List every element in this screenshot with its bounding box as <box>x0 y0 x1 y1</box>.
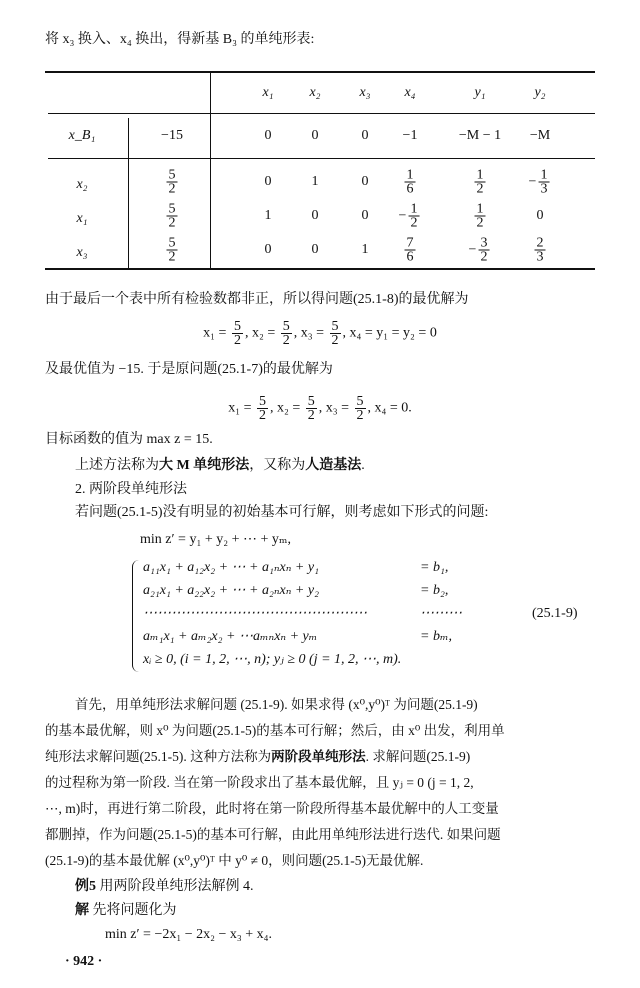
numerator: 5 <box>168 201 176 217</box>
text-segment: (25.1-9)的基本最优解 (x⁰,y⁰)ᵀ 中 y⁰ ≠ 0，则问题(25.1-5)无最优解. <box>45 853 424 868</box>
text-line <box>140 530 291 550</box>
fraction <box>330 320 341 347</box>
constraint-rhs: ⋯⋯⋯ <box>420 606 462 621</box>
denominator: 2 <box>258 408 266 423</box>
cell-value: −15 <box>161 128 183 143</box>
table-cell <box>399 203 422 230</box>
table-rule <box>45 71 595 73</box>
numerator: 1 <box>540 167 548 183</box>
cell-value: 0 <box>536 208 544 223</box>
row-label: x₂ <box>76 177 88 192</box>
table-cell <box>312 174 319 190</box>
column-header: x₁ <box>262 85 274 100</box>
cell-value: 0 <box>311 208 319 223</box>
numerator: 5 <box>168 235 176 251</box>
fraction <box>167 203 178 230</box>
table-rule <box>48 113 595 114</box>
column-header: x₃ <box>359 85 371 100</box>
text-segment: min z′ = y₁ + y₂ + ⋯ + yₘ, <box>140 532 291 547</box>
text-segment: x₁ = <box>203 325 230 341</box>
denominator: 6 <box>406 181 414 197</box>
fraction <box>408 203 419 230</box>
basis-value <box>165 203 180 230</box>
text-segment: 解 <box>75 903 89 918</box>
fraction <box>475 203 486 230</box>
text-line <box>75 877 254 897</box>
text-segment: 用两阶段单纯形法解例 4. <box>96 879 254 894</box>
denominator: 2 <box>168 181 176 197</box>
table-cell <box>529 169 552 196</box>
denominator: 2 <box>476 181 484 197</box>
text-line <box>45 430 213 450</box>
fraction <box>281 320 292 347</box>
constraint-lhs: a₁₁x₁ + a₁₂x₂ + ⋯ + a₁ₙxₙ + y₁ <box>143 560 319 575</box>
table-divider <box>128 118 129 269</box>
text-line <box>45 851 423 871</box>
text-segment: 的基本最优解，则 x⁰ 为问题(25.1-5)的基本可行解；然后，由 x⁰ 出发，利用单 <box>45 723 505 738</box>
numerator: 1 <box>476 201 484 217</box>
sign: − <box>528 174 537 189</box>
cell-value: 0 <box>361 174 369 189</box>
constraint-lhs: ⋯⋯⋯⋯⋯⋯⋯⋯⋯⋯⋯⋯⋯⋯⋯⋯ <box>143 606 367 621</box>
denominator: 2 <box>168 249 176 265</box>
denominator: 2 <box>282 333 290 348</box>
constraint-lhs: aₘ₁x₁ + aₘ₂x₂ + ⋯aₘₙxₙ + yₘ <box>143 629 318 644</box>
table-divider <box>210 72 211 269</box>
table-cell <box>537 208 544 224</box>
text-segment: 由于最后一个表中所有检验数都非正，所以得问题(25.1-8)的最优解为 <box>45 292 469 307</box>
numerator: 7 <box>406 235 414 251</box>
text-segment: . <box>361 458 365 473</box>
fraction <box>538 169 549 196</box>
fraction <box>167 169 178 196</box>
table-cell <box>265 208 272 224</box>
cell-value: −1 <box>402 128 418 143</box>
column-header: x₄ <box>404 85 416 100</box>
text-line <box>0 395 640 422</box>
text-line <box>65 952 102 972</box>
text-segment: · 942 · <box>65 954 103 969</box>
text-segment: 先将问题化为 <box>89 903 177 918</box>
denominator: 3 <box>536 249 544 265</box>
text-segment: . 求解问题(25.1-9) <box>365 749 471 764</box>
fraction <box>167 237 178 264</box>
text-line <box>45 773 474 793</box>
text-segment: 首先，用单纯形法求解问题 (25.1-9). 如果求得 (x⁰,y⁰)ᵀ 为问题(25.1-9) <box>75 697 478 712</box>
denominator: 2 <box>410 215 418 231</box>
fraction <box>475 169 486 196</box>
denominator: 3 <box>540 181 548 197</box>
cell-value: 0 <box>311 128 319 143</box>
numerator: 1 <box>406 167 414 183</box>
text-segment: 2. 两阶段单纯形法 <box>75 482 187 497</box>
numerator: 5 <box>258 394 266 409</box>
cell-value: 0 <box>264 242 272 257</box>
table-cell <box>530 128 550 144</box>
table-cell <box>312 242 319 258</box>
table-cell <box>403 128 418 144</box>
table-cell <box>469 237 492 264</box>
numerator: 2 <box>536 235 544 251</box>
denominator: 6 <box>406 249 414 265</box>
text-segment: 若问题(25.1-5)没有明显的初始基本可行解，则考虑如下形式的问题: <box>75 505 489 520</box>
text-segment: 的过程称为第一阶段. 当在第一阶段求出了基本最优解，且 yⱼ = 0 (j = 1, 2, <box>45 775 474 790</box>
cell-value: 0 <box>311 242 319 257</box>
numerator: 5 <box>282 319 290 334</box>
column-header: x₂ <box>309 85 321 100</box>
text-segment: , x₄ = 0. <box>367 400 412 416</box>
text-segment: , x₂ = <box>244 325 279 341</box>
table-cell <box>459 128 501 144</box>
constraint-rhs: = b₁, <box>420 560 449 575</box>
text-line <box>45 747 470 767</box>
cell-value: −M − 1 <box>458 128 502 143</box>
fraction <box>257 395 268 422</box>
text-line <box>75 480 187 500</box>
cell-value: 0 <box>264 128 272 143</box>
text-line <box>45 799 499 819</box>
text-segment: min z′ = −2x₁ − 2x₂ − x₃ + x₄. <box>105 927 273 942</box>
text-line <box>45 290 469 310</box>
cell-value: 0 <box>264 174 272 189</box>
table-cell <box>533 237 548 264</box>
text-segment: 纯形法求解问题(25.1-5). 这种方法称为 <box>45 749 272 764</box>
constraint-rhs: = bₘ, <box>420 629 453 644</box>
basis-value <box>165 169 180 196</box>
table-cell <box>312 208 319 224</box>
text-segment: 上述方法称为 <box>75 458 159 473</box>
text-segment: 将 x₃ 换入、x₄ 换出，得新基 B₃ 的单纯形表: <box>45 32 315 47</box>
column-header: y₁ <box>474 85 486 100</box>
table-cell <box>473 203 488 230</box>
sign: − <box>468 242 477 257</box>
denominator: 2 <box>480 249 488 265</box>
numerator: 5 <box>331 319 339 334</box>
denominator: 2 <box>331 333 339 348</box>
fraction <box>306 395 317 422</box>
table-cell <box>265 128 272 144</box>
denominator: 2 <box>307 408 315 423</box>
numerator: 5 <box>307 394 315 409</box>
text-segment: x₁ = <box>228 400 255 416</box>
text-segment: , x₃ = <box>318 400 353 416</box>
table-cell <box>403 237 418 264</box>
constraint-lhs: a₂₁x₁ + a₂₂x₂ + ⋯ + a₂ₙxₙ + y₂ <box>143 583 319 598</box>
cell-value: 1 <box>264 208 272 223</box>
text-line <box>75 901 177 921</box>
text-segment: 人造基法 <box>305 458 362 473</box>
table-cell <box>265 242 272 258</box>
fraction <box>478 237 489 264</box>
basis-value <box>165 237 180 264</box>
fraction <box>405 169 416 196</box>
text-segment: , x₄ = y₁ = y₂ = 0 <box>342 325 437 341</box>
numerator: 1 <box>476 167 484 183</box>
table-cell <box>362 174 369 190</box>
text-segment: 都删掉，作为问题(25.1-5)的基本可行解，由此用单纯形法进行迭代. 如果问题 <box>45 827 501 842</box>
cell-value: 0 <box>361 128 369 143</box>
table-cell <box>473 169 488 196</box>
equation-number: (25.1-9) <box>532 606 578 621</box>
text-line <box>0 320 640 347</box>
cell-value: 1 <box>361 242 369 257</box>
numerator: 1 <box>410 201 418 217</box>
table-rule <box>48 158 595 159</box>
text-line <box>75 456 365 476</box>
constraint-lhs: xᵢ ≥ 0, (i = 1, 2, ⋯, n); yⱼ ≥ 0 (j = 1, 2, ⋯, m). <box>143 652 402 667</box>
numerator: 3 <box>480 235 488 251</box>
text-segment: 目标函数的值为 max z = 15. <box>45 432 213 447</box>
fraction <box>355 395 366 422</box>
table-cell <box>362 208 369 224</box>
objective-value <box>161 128 183 144</box>
text-segment: 大 M 单纯形法 <box>159 458 250 473</box>
text-line <box>45 360 333 380</box>
table-cell <box>403 169 418 196</box>
numerator: 5 <box>233 319 241 334</box>
column-header: y₂ <box>534 85 546 100</box>
text-line <box>105 925 272 945</box>
denominator: 2 <box>476 215 484 231</box>
constraint-rhs: = b₂, <box>420 583 449 598</box>
table-cell <box>312 128 319 144</box>
fraction <box>535 237 546 264</box>
text-segment: ，又称为 <box>249 458 306 473</box>
text-segment: ⋯, m)时，再进行第二阶段，此时将在第一阶段所得基本最优解中的人工变量 <box>45 801 499 816</box>
text-segment: , x₂ = <box>269 400 304 416</box>
denominator: 2 <box>233 333 241 348</box>
text-segment: 两阶段单纯形法 <box>271 749 366 764</box>
fraction <box>405 237 416 264</box>
text-line <box>75 695 478 715</box>
text-line <box>75 503 488 523</box>
text-segment: , x₃ = <box>293 325 328 341</box>
denominator: 2 <box>168 215 176 231</box>
row-label: x_B₁ <box>68 128 96 143</box>
row-label: x₃ <box>76 245 88 260</box>
brace-icon <box>132 560 139 672</box>
cell-value: 0 <box>361 208 369 223</box>
fraction <box>232 320 243 347</box>
cell-value: 1 <box>311 174 319 189</box>
table-cell <box>362 242 369 258</box>
table-cell <box>265 174 272 190</box>
cell-value: −M <box>529 128 551 143</box>
text-segment: 及最优值为 −15. 于是原问题(25.1-7)的最优解为 <box>45 362 333 377</box>
text-segment: 例5 <box>75 879 96 894</box>
text-line <box>45 825 501 845</box>
row-label: x₁ <box>76 211 88 226</box>
intro-line <box>45 30 314 50</box>
sign: − <box>398 208 407 223</box>
numerator: 5 <box>168 167 176 183</box>
numerator: 5 <box>356 394 364 409</box>
text-line <box>45 721 505 741</box>
denominator: 2 <box>356 408 364 423</box>
table-cell <box>362 128 369 144</box>
